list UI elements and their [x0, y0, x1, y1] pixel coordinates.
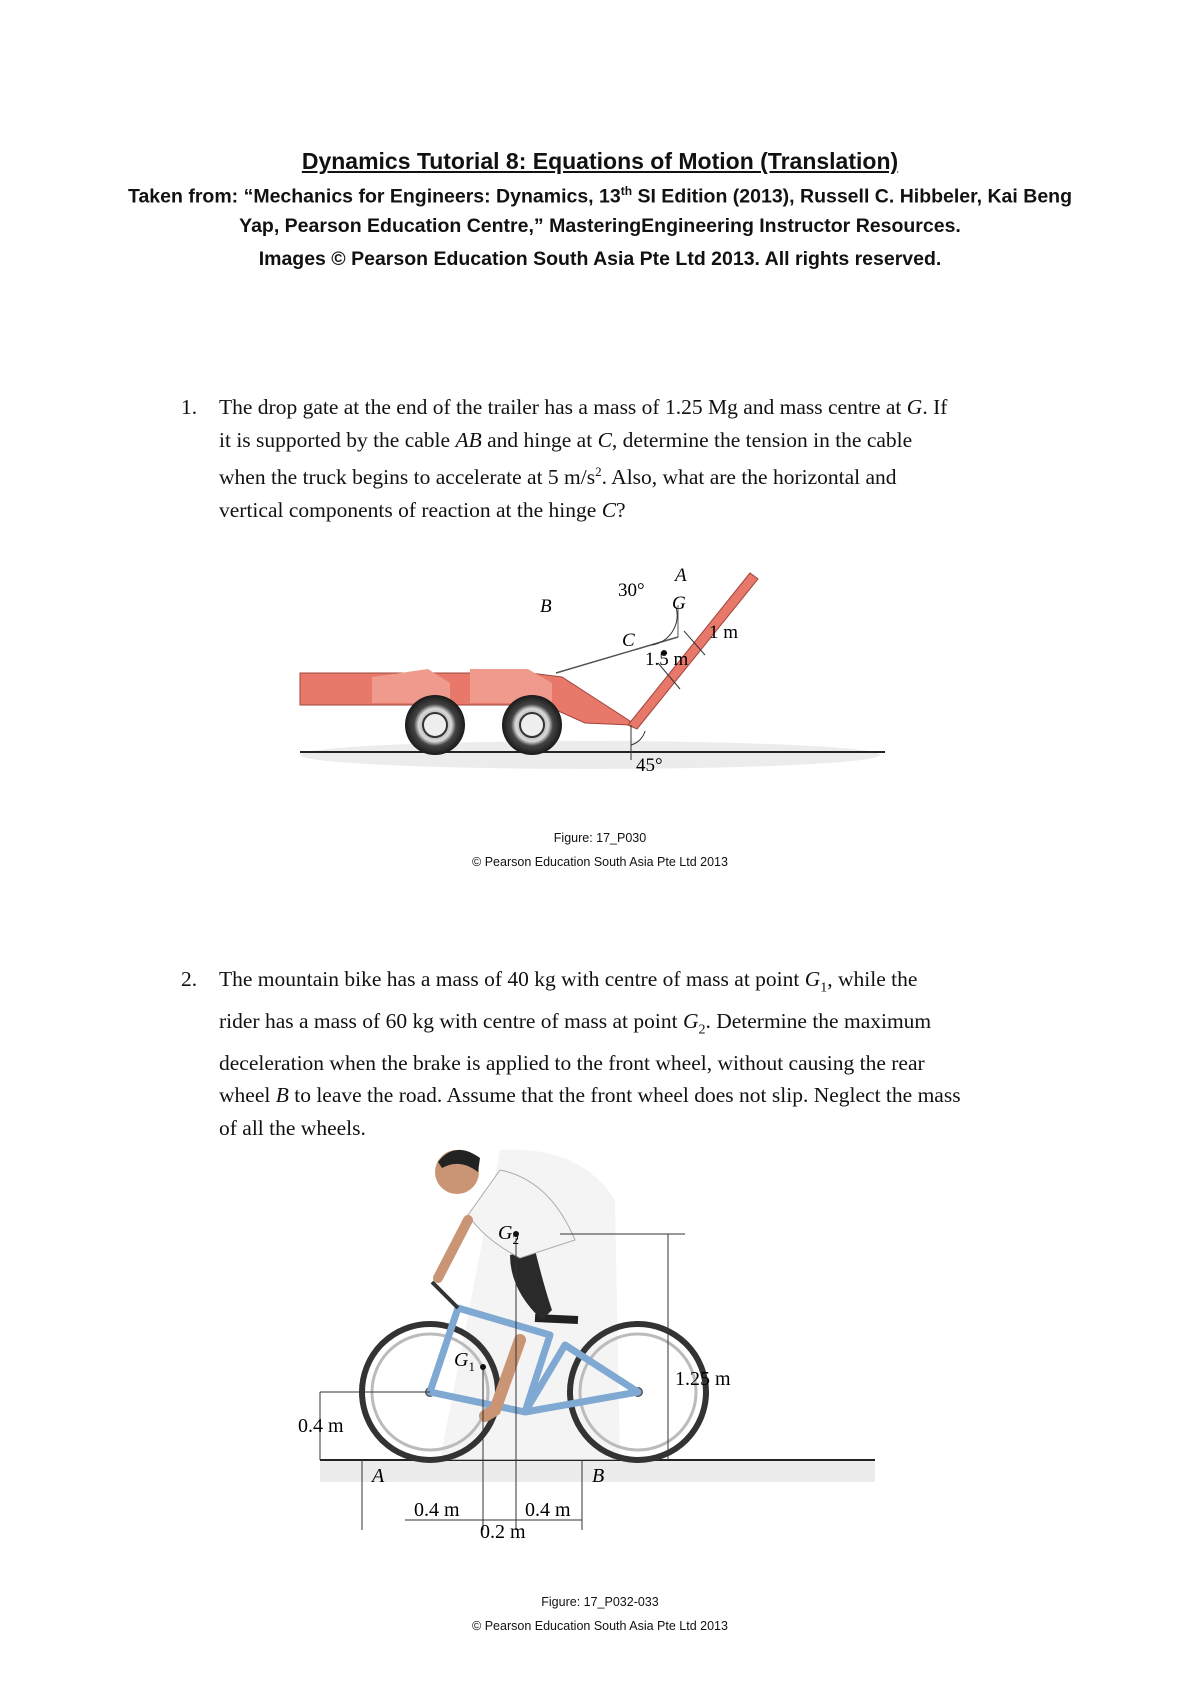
dimension-1m-label: 1 m — [709, 622, 739, 643]
text-line: wheel B to leave the road. Assume that the front wheel does not slip. Neglect the mass — [219, 1083, 961, 1108]
problem-text — [219, 963, 1079, 1144]
label-a: A — [675, 565, 687, 586]
hub-icon — [520, 713, 544, 737]
dimension-1-5m-label: 1.5 m — [645, 649, 689, 670]
figure-2-caption: Figure: 17_P032-033 — [541, 1595, 659, 1609]
trailer-bed — [300, 673, 630, 725]
dim-0-4m-left-label: 0.4 m — [414, 1499, 460, 1521]
label-a: A — [372, 1465, 385, 1487]
bike-figure — [298, 1140, 880, 1570]
problem-number: 1. — [181, 395, 198, 419]
text-line: when the truck begins to accelerate at 5 $m/s^2$. Also, what are the horizontal and — [219, 464, 897, 490]
source-line-3: Images © Pearson Education South Asia Pte Ltd 2013. All rights reserved. — [258, 248, 942, 270]
label-g2: $G_2$ — [498, 1222, 519, 1247]
figure-1-copyright: © Pearson Education South Asia Pte Ltd 2013 — [472, 855, 728, 869]
ground-shadow — [300, 741, 880, 769]
text-line: deceleration when the brake is applied to the front wheel, without causing the rear — [219, 1050, 925, 1075]
dim-0-2m-label: 0.2 m — [480, 1521, 526, 1543]
angle-45-label: 45° — [636, 755, 663, 776]
text-line: The drop gate at the end of the trailer has a mass of 1.25 Mg and mass centre at G. If — [219, 395, 948, 419]
label-c: C — [622, 630, 635, 651]
height-1-25m-label: 1.25 m — [675, 1368, 731, 1390]
rider-arm — [438, 1220, 468, 1278]
handlebar — [432, 1282, 458, 1308]
problem-number: 2. — [181, 967, 198, 991]
source-line-1 — [0, 184, 1200, 209]
label-g: G — [672, 593, 686, 614]
trailer-figure — [300, 565, 900, 780]
angle-30-label: 30° — [618, 580, 645, 601]
dim-0-4m-right-label: 0.4 m — [525, 1499, 571, 1521]
label-b: B — [540, 596, 552, 617]
source-text-b: SI Edition (2013), Russell C. Hibbeler, Kai Beng — [632, 185, 1072, 208]
text-line: of all the wheels. — [219, 1115, 366, 1140]
figure-2-copyright: © Pearson Education South Asia Pte Ltd 2013 — [472, 1619, 728, 1633]
point-g1 — [480, 1364, 486, 1370]
height-0-4m-label: 0.4 m — [298, 1415, 344, 1437]
text-line: The mountain bike has a mass of 40 kg with centre of mass at point $G_1$, while the — [219, 967, 918, 996]
problem-text — [219, 391, 1079, 526]
label-b: B — [592, 1465, 605, 1487]
hub-icon — [423, 713, 447, 737]
label-g1: $G_1$ — [454, 1349, 475, 1374]
page-title: Dynamics Tutorial 8: Equations of Motion (Translation) — [301, 148, 899, 174]
text-line: it is supported by the cable AB and hinge at C, determine the tension in the cable — [219, 427, 913, 452]
text-line: rider has a mass of 60 kg with centre of mass at point $G_2$. Determine the maximum — [219, 1008, 932, 1038]
source-text-a: Taken from: “Mechanics for Engineers: Dynamics, 13 — [128, 185, 621, 208]
figure-1-caption: Figure: 17_P030 — [553, 831, 647, 845]
text-line: vertical components of reaction at the hinge C? — [219, 497, 626, 522]
edition-superscript: th — [620, 184, 633, 198]
source-line-2: Yap, Pearson Education Centre,” MasteringEngineering Instructor Resources. — [239, 215, 961, 237]
